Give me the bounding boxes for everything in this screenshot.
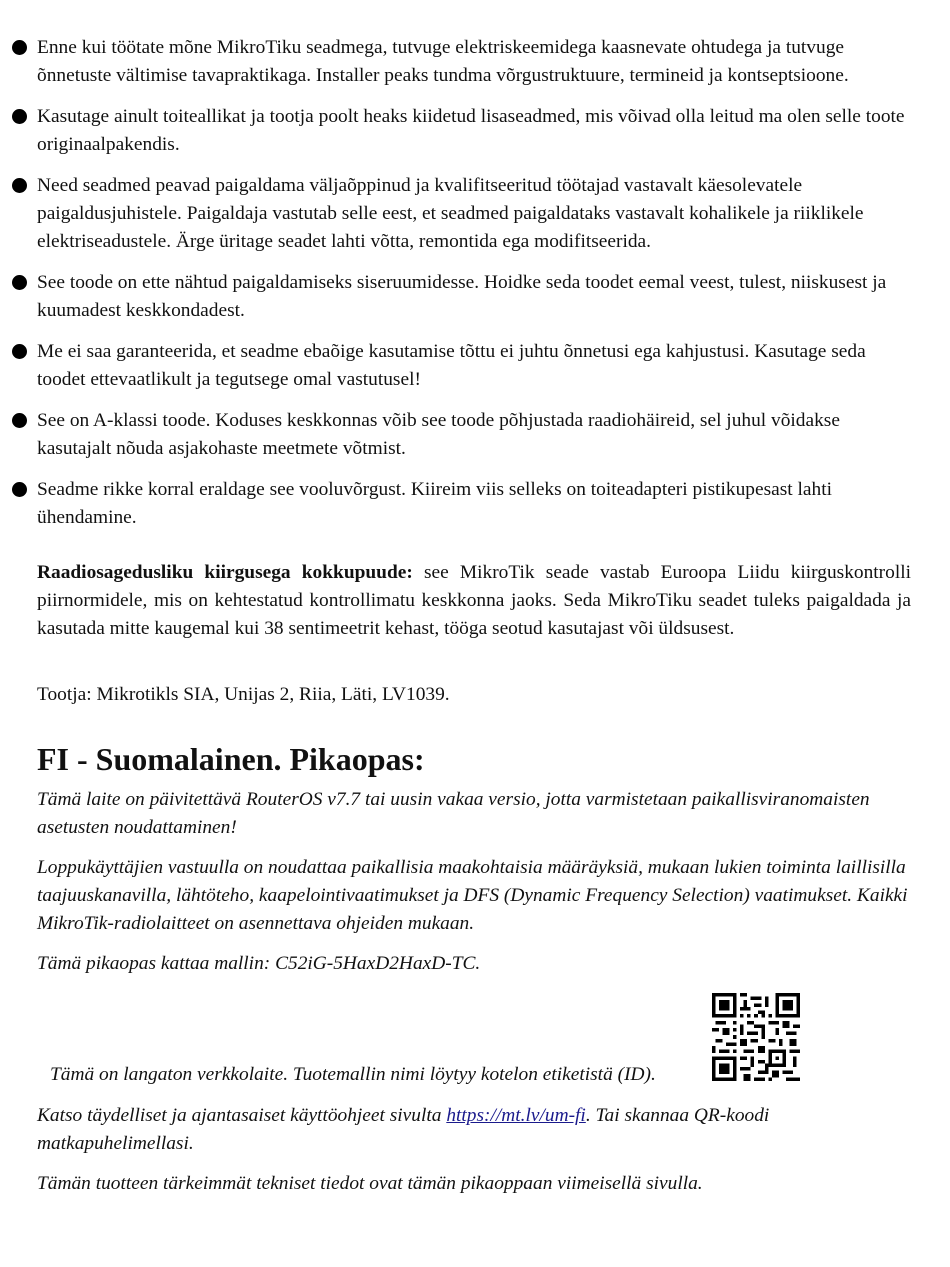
bullet-icon (12, 275, 27, 290)
bullet-icon (12, 40, 27, 55)
fi-paragraph-specs: Tämän tuotteen tärkeimmät tekniset tiedot ovat tämän pikaoppaan viimeisellä sivulla. (37, 1173, 703, 1194)
bullet-icon (12, 413, 27, 428)
bullet-icon (12, 178, 27, 193)
bullet-icon (12, 482, 27, 497)
manual-text-after: . Tai skannaa QR-koodi matkapuhelimellasi. (37, 1105, 770, 1154)
rf-exposure-label: Raadiosagedusliku kiirgusega kokkupuude: (37, 562, 413, 583)
bullet-text: Enne kui töötate mõne MikroTiku seadmega, tutvuge elektriskeemidega kaasnevate ohtudega ja tutvuge õnnetuste vältimise tavapraktikaga. Installer peaks tundma võrgustruktuure, termineid ja kontseptsioone. (37, 37, 849, 86)
fi-paragraph-model: Tämä pikaopas kattaa mallin: C52iG-5HaxD2HaxD-TC. (37, 953, 481, 974)
list-item (12, 103, 912, 159)
list-item (12, 34, 912, 90)
rf-exposure-text: see MikroTik seade vastab Euroopa Liidu kiirguskontrolli piirnormidele, mis on kehtestatud kontrollimatu keskkonna jaoks. Seda MikroTiku seadet tuleks paigaldada ja kasutada mitte kaugemal kui 38 sentimeetrit kehast, tööga seotud kasutajast või üldsusest. (37, 562, 912, 639)
manual-text-before: Katso täydelliset ja ajantasaiset käyttöohjeet sivulta (37, 1105, 447, 1126)
list-item (12, 172, 912, 256)
fi-paragraph-device-id: Tämä on langaton verkkolaite. Tuotemallin nimi löytyy kotelon etiketistä (ID). (50, 1064, 656, 1085)
fi-paragraph-update: Tämä laite on päivitettävä RouterOS v7.7 tai uusin vakaa versio, jotta varmistetaan paikallisviranomaisten asetusten noudattaminen! (37, 789, 870, 838)
bullet-icon (12, 109, 27, 124)
fi-paragraph-responsibility: Loppukäyttäjien vastuulla on noudattaa paikallisia maakohtaisia määräyksiä, mukaan lukien toiminta laillisilla taajuuskanavilla, lähtöteho, kaapelointivaatimukset ja DFS (Dynamic Frequency Selection) vaatimukset. Kaikki MikroTik-radiolaitteet on asennettava ohjeiden mukaan. (37, 857, 908, 934)
bullet-text: See toode on ette nähtud paigaldamiseks siseruumidesse. Hoidke seda toodet eemal veest, tulest, niiskusest ja kuumadest keskkondadest. (37, 272, 887, 321)
manufacturer-info: Tootja: Mikrotikls SIA, Unijas 2, Riia, Läti, LV1039. (37, 684, 450, 705)
safety-bullet-list (12, 34, 912, 545)
bullet-icon (12, 344, 27, 359)
bullet-text: Seadme rikke korral eraldage see vooluvõrgust. Kiireim viis selleks on toiteadapteri pistikupesast lahti ühendamine. (37, 479, 832, 528)
bullet-text: Me ei saa garanteerida, et seadme ebaõige kasutamise tõttu ei juhtu õnnetusi ega kahjustusi. Kasutage seda toodet ettevaatlikult ja tegutsege omal vastutusel! (37, 341, 866, 390)
bullet-text: See on A-klassi toode. Koduses keskkonnas võib see toode põhjustada raadiohäireid, sel juhul võidakse kasutajalt nõuda asjakohaste meetmete võtmist. (37, 410, 840, 459)
bullet-text: Need seadmed peavad paigaldama väljaõppinud ja kvalifitseeritud töötajad vastavalt käesolevatele paigaldusjuhistele. Paigaldaja vastutab selle eest, et seadmed paigaldataks vastavalt kohalikele ja riiklikele elektriseadustele. Ärge üritage seadet lahti võtta, remontida ega modifitseerida. (37, 175, 864, 252)
manual-link[interactable]: https://mt.lv/um-fi (446, 1105, 586, 1126)
list-item (12, 407, 912, 463)
section-heading-fi: FI - Suomalainen. Pikaopas: (37, 741, 425, 777)
list-item (12, 338, 912, 394)
fi-paragraph-manual (37, 1102, 917, 1158)
bullet-text: Kasutage ainult toiteallikat ja tootja poolt heaks kiidetud lisaseadmed, mis võivad olla leitud ma olen selle toote originaalpakendis. (37, 106, 905, 155)
list-item (12, 269, 912, 325)
list-item (12, 476, 912, 532)
rf-exposure-paragraph (37, 559, 911, 643)
